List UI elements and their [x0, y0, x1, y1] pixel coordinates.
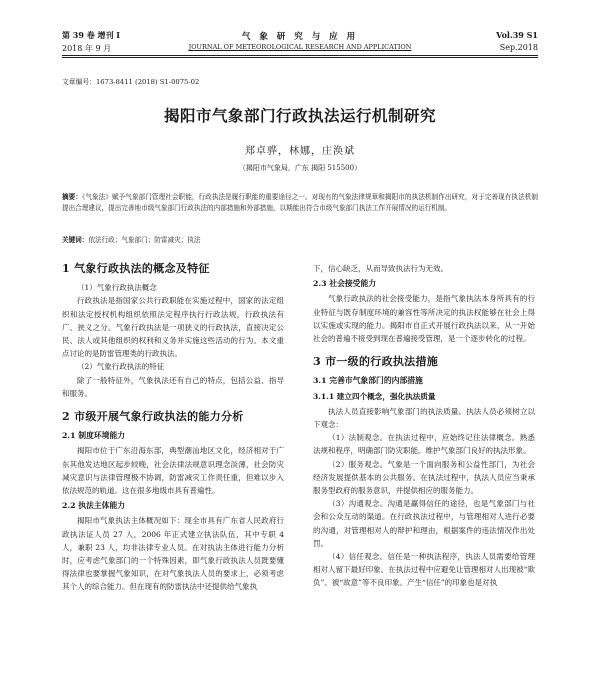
section-2-1-body: 揭阳市位于广东沿海东部，典型潮汕地区文化，经济相对于广东其他发达地区起步较晚，社会法律法规意识理念淡薄，社会防灾减灾意识与法律管理极不协调，防雷减灾工作责任重，但难以步入依法规范的轨道。这在很多地级市具有普遍性。 — [62, 446, 284, 496]
running-header — [62, 30, 538, 58]
section-2-2-body: 揭阳市气象执法主体概况如下：现全市具有广东省人民政府行政执法证人员 27 人，2006 年正式建立执法队伍，其中专职 4 人，兼职 23 人，均非法律专业人员。在对执法主体进行能力分析时，应考虑气象部门的一个特殊因素，即气象行政执法人员既要懂得法律也要掌握气象知识，在对气象执法人员的要求上，必须考虑其个人的综合能力。但在现有的防雷执法中还提供给气象执 — [62, 516, 284, 592]
subsection-1-2-body: 除了一般特征外，气象执法还有自己的特点，包括公益、指导和服务。 — [62, 375, 284, 398]
header-rule — [62, 55, 538, 56]
continued-text: 下，信心缺乏，从而导致执法行为无效。 — [313, 264, 448, 273]
list-item-4: （4）信任观念。信任是一种执法程序，执法人员需要给管理相对人留下最好印象。在执法过程中应避免让管理相对人出现被“欺负”、被“故意”等不良印象。产生“信任”的印象也是对执 — [313, 552, 535, 588]
section-2-heading: 2 市级开展气象行政执法的能力分析 — [62, 410, 244, 424]
volume-en: Vol.39 S1 — [496, 30, 538, 40]
affiliation: （揭阳市气象局，广东 揭阳 515500） — [238, 164, 362, 172]
keywords — [62, 234, 538, 244]
journal-title-cn: 气 象 研 究 与 应 用 — [241, 32, 359, 42]
list-item-2: （2）服务观念。气象是一个面向服务和公益性部门，为社会经济发展提供基本的公共服务。在执法过程中，执法人员应当秉承服务型政府的服务意识，并提供相应的服务能力。 — [313, 459, 535, 496]
section-2-3-body: 气象行政执法的社会接受能力，是指气象执法本身所具有的行业特征与既存制度环境的兼容性等所决定的执法权能够在社会上得以实施或实现的能力。揭阳市自正式开展行政执法以来，从一开始社会的普遍不接受到现在普遍接受管理，是一个逐步转化的过程。 — [313, 294, 535, 344]
section-2-3-heading: 2.3 社会接受能力 — [313, 279, 377, 289]
article-number: 文章编号：1673-8411 (2018) S1-0075-02 — [62, 78, 200, 86]
abstract-label: 摘要： — [62, 193, 82, 201]
section-3-1-1-heading: 3.1.1 建立四个概念，强化执法质量 — [313, 391, 436, 401]
header-rule-second — [62, 57, 538, 58]
keywords-text: 依法行政；气象部门；防雷减灾；执法 — [88, 236, 201, 244]
subsection-1-2-heading: （2）气象行政执法的特征 — [77, 362, 165, 372]
abstract-text: 《气象法》赋予气象部门管理社会职能，行政执法是履行职能的重要途径之一。对现有的气象法律规章和揭阳市的执法机制作出研究，对于完善现有执法机制提出合理建议，提出完善地市级气象部门行政执法的内部措施和外部措施，以期能出符合市级气象部门执法工作开展情况的运行机制。 — [62, 193, 539, 212]
list-item-1: （1）法制观念。在执法过程中，应始终记住法律概念。熟悉法规和程序，明确部门防灾职能。维护气象部门良好的执法形象。 — [313, 433, 535, 456]
right-column — [313, 262, 535, 590]
volume-label: 第 39 卷 增刊 I — [62, 30, 121, 40]
section-3-heading: 3 市一级的行政执法措施 — [313, 355, 439, 369]
authors: 郑卓骅，林娜，庄涣斌 — [245, 146, 355, 157]
subsection-1-1-heading: （1）气象行政执法概念 — [77, 283, 157, 293]
issue-date-en: Sep.2018 — [499, 43, 538, 52]
list-item-3: （3）沟通观念。沟通是赢得信任的途径，也是气象部门与社会和公众互动的渠道。在行政执法过程中，与管理相对人进行必要的沟通，对管理相对人的辩护和理由，根据案件的违法情况作出处罚。 — [313, 499, 535, 548]
left-column — [62, 262, 284, 594]
section-3-1-1-body: 执法人员直接影响气象部门的执法质量。执法人员必须树立以下观念： — [313, 406, 535, 430]
section-1-heading: 1 气象行政执法的概念及特征 — [62, 262, 210, 275]
subsection-1-1-body: 行政执法是指国家公共行政职能在实施过程中，国家的法定组织和法定授权机构组织依照法定程序执行行政法规，行政执法有广、狭义之分。气象行政执法是一项狭义的行政执法，直接决定公民、法人或其他组织的权利和义务并实施这些活动的行为。本文重点讨论的是防雷管理类的行政执法。 — [62, 296, 284, 359]
journal-title-en: JOURNAL OF METEOROLOGICAL RESEARCH AND APPLICATION — [188, 43, 412, 51]
paper-title: 揭阳市气象部门行政执法运行机制研究 — [163, 106, 436, 125]
section-2-2-heading: 2.2 执法主体能力 — [62, 501, 126, 511]
section-3-1-heading: 3.1 完善市气象部门的内部措施 — [313, 376, 423, 386]
section-2-1-heading: 2.1 制度环境能力 — [62, 431, 126, 441]
keywords-label: 关键词： — [62, 236, 89, 244]
abstract — [62, 192, 538, 214]
issue-date-cn: 2018 年 9 月 — [62, 44, 112, 53]
